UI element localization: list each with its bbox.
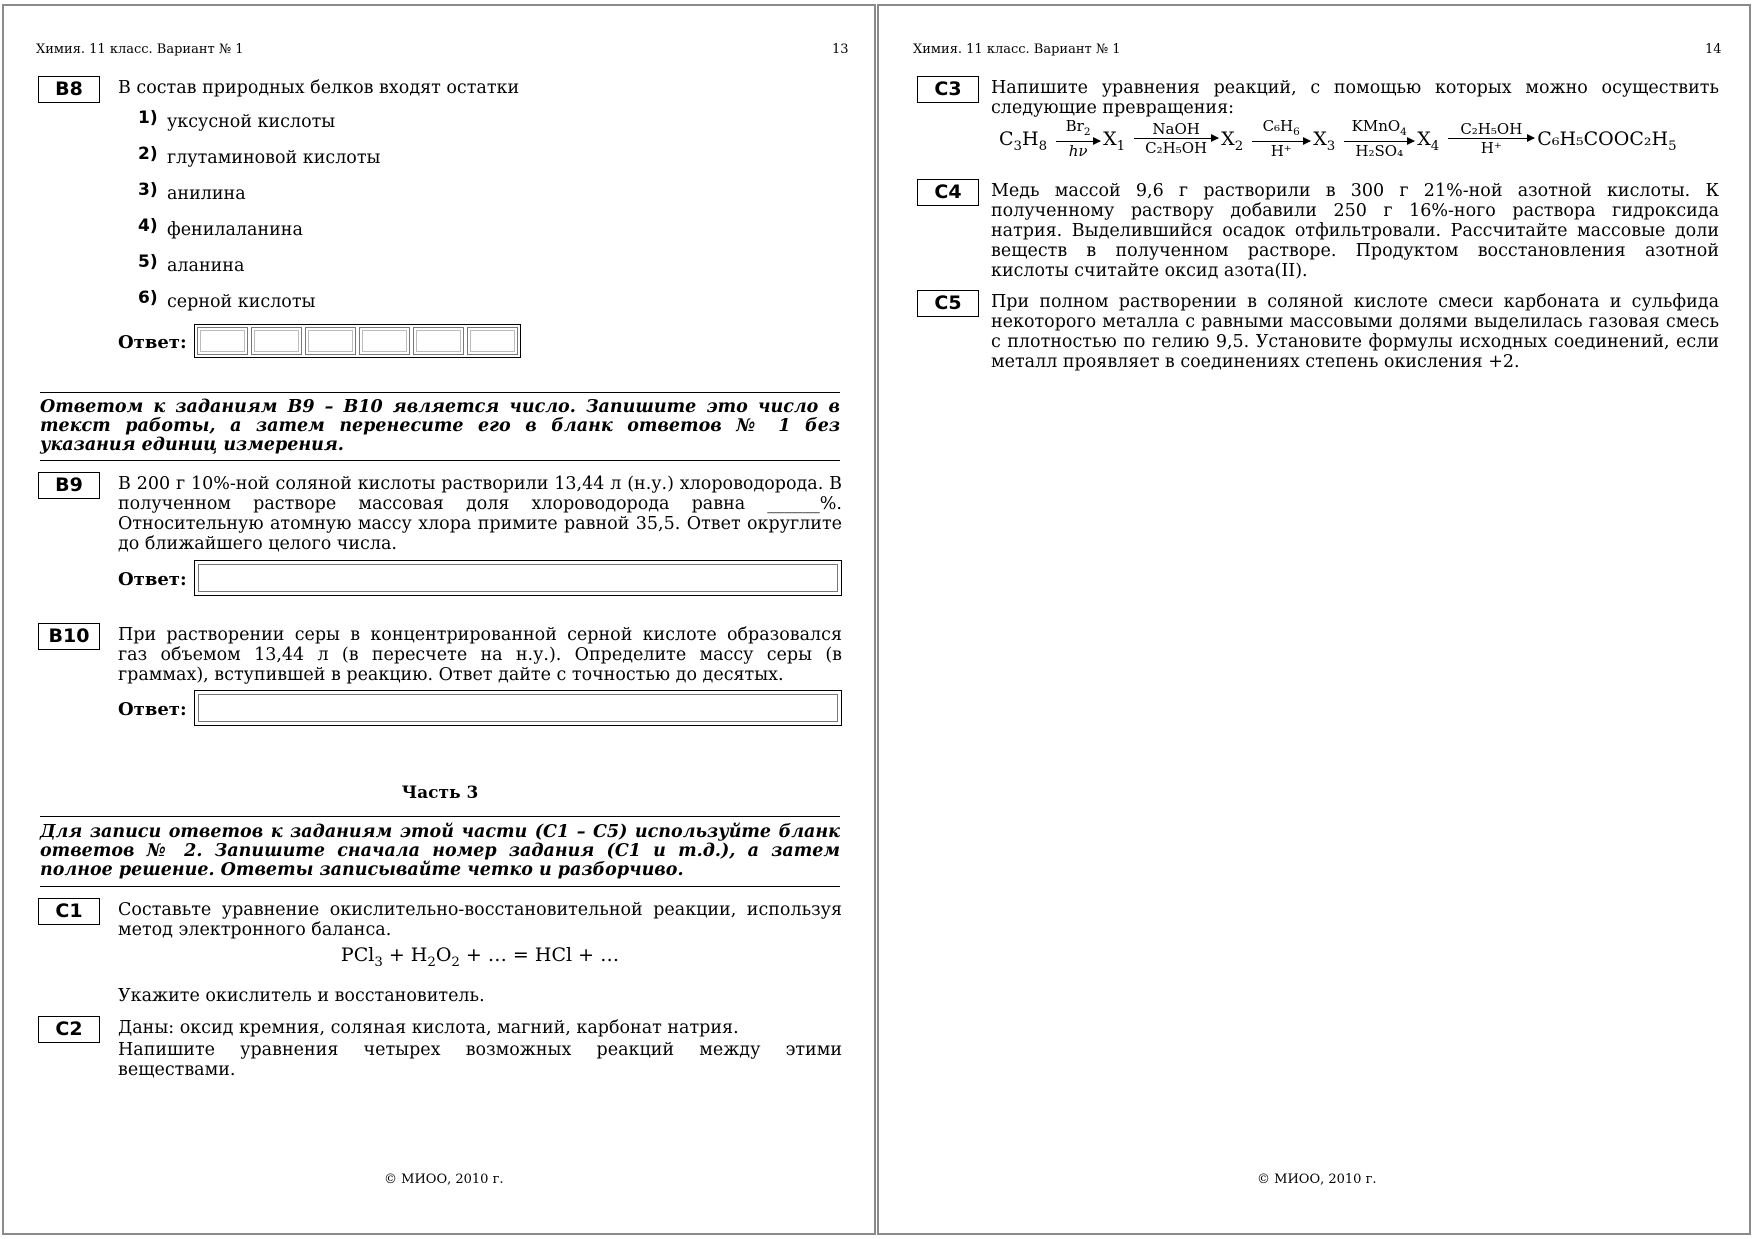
answer-cell[interactable] <box>413 327 464 355</box>
task-label-b8: B8 <box>38 76 100 103</box>
answer-field-b10[interactable] <box>194 690 842 726</box>
reaction-arrow: $\frac{Br_2}{h\nu}$ <box>1056 118 1100 161</box>
answer-cells-b8[interactable] <box>194 324 521 358</box>
option-num: 4) <box>138 216 158 236</box>
option-text: серной кислоты <box>167 292 316 312</box>
answer-cell[interactable] <box>359 327 410 355</box>
instruction-b9-b10: Ответом к заданиям B9 – B10 является число. Запишите это число в текст работы, а затем перенесите его в бланк ответов № 1 без указания единиц измерения. <box>40 397 840 455</box>
answer-label: Ответ: <box>118 332 187 353</box>
option-text: анилина <box>167 184 246 204</box>
answer-field-b9[interactable] <box>194 560 842 596</box>
answer-cell[interactable] <box>305 327 356 355</box>
chain-product: $X_3$ <box>1313 127 1336 154</box>
answer-cell[interactable] <box>251 327 302 355</box>
task-label-b10: B10 <box>38 623 100 650</box>
answer-cell[interactable] <box>197 327 248 355</box>
task-b10-text: При растворении серы в концентрированной серной кислоте образовался газ объемом 13,44 л (в пересчете на н.у.). Определите массу серы (в граммах), вступившей в реакцию. Ответ дайте с точностью до десятых. <box>118 625 842 685</box>
page-number: 13 <box>832 42 849 57</box>
reaction-arrow: NaOH C₂H₅OH <box>1134 121 1218 158</box>
option-text: уксусной кислоты <box>167 112 336 132</box>
c1-equation: $PCl_3 + H_2O_2$ + … = HCl + … <box>340 944 620 970</box>
reaction-arrow: $\frac{C_6H_6}{H^+}$ <box>1252 118 1310 161</box>
footer: © МИОО, 2010 г. <box>384 1172 504 1187</box>
option-num: 5) <box>138 252 158 272</box>
chain-product: $C_6H_5COOC_2H_5$ <box>1537 127 1677 154</box>
task-c2-text: Даны: оксид кремния, соляная кислота, магний, карбонат натрия. <box>118 1018 739 1038</box>
answer-cell[interactable] <box>467 327 518 355</box>
divider <box>40 816 840 817</box>
divider <box>40 886 840 887</box>
reaction-arrow: $\frac{\text{C₂H₅OH}}{H^+}$ <box>1448 121 1534 158</box>
option-text: фенилаланина <box>167 220 303 240</box>
option-num: 3) <box>138 180 158 200</box>
reaction-arrow: KMnO$_4$ H₂SO₄ <box>1344 118 1414 161</box>
chain-start: $C_3H_8$ <box>999 127 1048 154</box>
task-label-b9: B9 <box>38 472 100 499</box>
left-page <box>2 4 876 1235</box>
task-label-c4: C4 <box>917 179 979 206</box>
answer-label: Ответ: <box>118 569 187 590</box>
task-label-c5: C5 <box>917 290 979 317</box>
divider <box>40 460 840 461</box>
chain-product: $X_1$ <box>1103 127 1126 154</box>
task-label-c2: C2 <box>38 1016 100 1043</box>
task-c1-text: Составьте уравнение окислительно-восстановительной реакции, используя метод электронного баланса. <box>118 900 842 940</box>
option-num: 2) <box>138 144 158 164</box>
chain-product: $X_4$ <box>1417 127 1440 154</box>
chain-product: $X_2$ <box>1221 127 1244 154</box>
part-title: Часть 3 <box>401 783 479 803</box>
task-c4-text: Медь массой 9,6 г растворили в 300 г 21%-ной азотной кислоты. К полученному раствору добавили 250 г 16%-ного раствора гидроксида натрия. Выделившийся осадок отфильтровали. Рассчитайте массовые доли веществ в полученном растворе. Продуктом восстановления азотной кислоты считайте оксид азота(II). <box>991 181 1719 281</box>
option-num: 6) <box>138 288 158 308</box>
option-text: глутаминовой кислоты <box>167 148 381 168</box>
footer: © МИОО, 2010 г. <box>1257 1172 1377 1187</box>
answer-label: Ответ: <box>118 699 187 720</box>
option-num: 1) <box>138 108 158 128</box>
option-text: аланина <box>167 256 245 276</box>
task-c1-text2: Укажите окислитель и восстановитель. <box>118 986 485 1006</box>
task-b9-text: В 200 г 10%-ной соляной кислоты растворили 13,44 л (н.у.) хлороводорода. В полученном растворе массовая доля хлороводорода равна ______%. Относительную атомную массу хлора примите равной 35,5. Ответ округлите до ближайшего целого числа. <box>118 474 842 554</box>
page-number: 14 <box>1705 42 1722 57</box>
reaction-chain <box>999 118 1677 161</box>
task-c3-text: Напишите уравнения реакций, с помощью которых можно осуществить следующие превращения: <box>991 78 1719 118</box>
task-c5-text: При полном растворении в соляной кислоте смеси карбоната и сульфида некоторого металла с равными массовыми долями выделилась газовая смесь с плотностью по гелию 9,5. Установите формулы исходных соединений, если металл проявляет в соединениях степень окисления +2. <box>991 292 1719 372</box>
page-header: Химия. 11 класс. Вариант № 1 <box>36 42 244 57</box>
instruction-part3: Для записи ответов к заданиям этой части (С1 – С5) используйте бланк ответов № 2. Запишите сначала номер задания (С1 и т.д.), а затем полное решение. Ответы записывайте четко и разборчиво. <box>40 822 840 880</box>
right-page <box>877 4 1751 1235</box>
task-label-c3: C3 <box>917 76 979 103</box>
task-label-c1: C1 <box>38 898 100 925</box>
page-header: Химия. 11 класс. Вариант № 1 <box>913 42 1121 57</box>
task-c2-text2: Напишите уравнения четырех возможных реакций между этими веществами. <box>118 1040 842 1080</box>
divider <box>40 392 840 393</box>
task-b8-text: В состав природных белков входят остатки <box>118 78 520 98</box>
